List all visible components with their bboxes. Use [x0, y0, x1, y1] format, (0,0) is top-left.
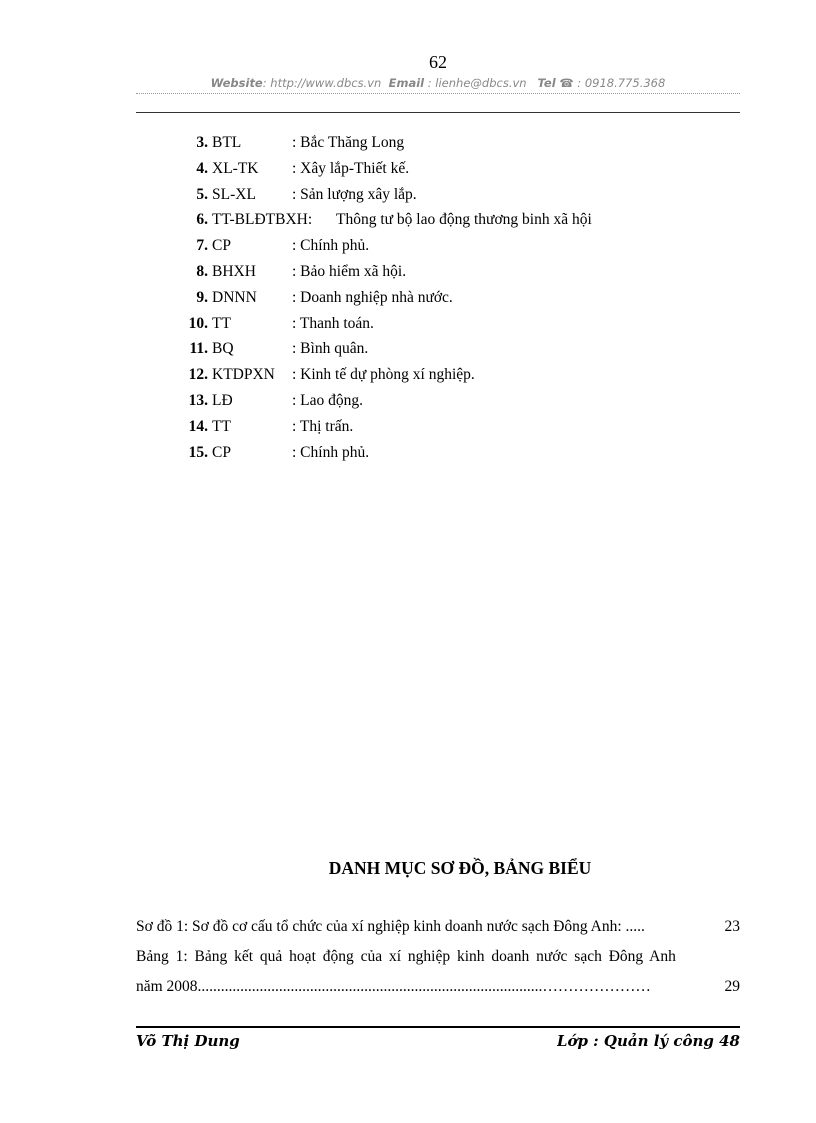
abbreviation-number: 8. [196, 262, 208, 280]
table-of-figures [136, 912, 740, 1002]
toc-entry-page: 29 [724, 978, 740, 995]
abbreviation-term: TT [212, 314, 231, 332]
email-value: : lienhe@dbcs.vn [427, 76, 527, 90]
abbreviation-definition: : Bắc Thăng Long [292, 134, 405, 151]
abbreviation-term: DNNN [212, 288, 257, 306]
header-rule [136, 112, 740, 113]
abbreviation-term: LĐ [212, 391, 233, 409]
abbreviation-definition: : Bình quân. [292, 340, 369, 358]
abbreviation-definition: : Bảo hiểm xã hội. [292, 262, 407, 280]
abbreviation-number: 4. [196, 159, 208, 177]
abbreviation-term: CP [212, 443, 231, 461]
abbreviation-definition: : Chính phủ. [292, 443, 370, 461]
page-header [136, 76, 740, 90]
abbreviation-number: 10. [188, 314, 208, 332]
toc-entry-continued[interactable] [136, 972, 740, 1002]
abbreviation-definition: : Kinh tế dự phòng xí nghiệp. [292, 366, 475, 384]
abbreviation-number: 9. [196, 288, 208, 306]
abbreviation-number: 11. [189, 340, 208, 358]
toc-entry-page: 23 [724, 918, 740, 935]
abbreviation-definition: : Chính phủ. [292, 237, 370, 255]
toc-entry[interactable] [136, 942, 740, 972]
abbreviation-number: 3. [196, 134, 208, 151]
email-label: Email [388, 76, 425, 90]
abbreviation-term: BHXH [212, 262, 256, 280]
toc-entry[interactable] [136, 912, 740, 942]
abbreviation-number: 15. [188, 443, 208, 461]
abbreviation-number: 7. [196, 237, 208, 255]
abbreviation-number: 13. [188, 391, 208, 409]
abbreviation-term: BTL [212, 134, 242, 151]
footer-author: Võ Thị Dung [136, 1032, 240, 1049]
abbreviation-number: 14. [188, 417, 208, 435]
abbreviation-term: KTDPXN [212, 366, 275, 384]
abbreviation-definition: : Lao động. [292, 391, 364, 409]
abbreviation-definition: : Sản lượng xây lắp. [292, 185, 417, 203]
abbreviation-definition: Thông tư bộ lao động thương binh xã hội [336, 211, 592, 229]
website-label: Website [210, 76, 263, 90]
abbreviation-number: 6. [196, 211, 208, 229]
abbreviation-term: TT-BLĐTBXH: [212, 211, 313, 229]
abbreviation-definition: : Xây lắp-Thiết kế. [292, 159, 410, 177]
abbreviation-term: XL-TK [212, 159, 259, 177]
abbreviation-term: BQ [212, 340, 234, 358]
footer-rule [136, 1026, 740, 1028]
section-title: DANH MỤC SƠ ĐỒ, BẢNG BIỂU [328, 858, 592, 878]
abbreviation-term: TT [212, 417, 231, 435]
toc-entry-text: Bảng 1: Bảng kết quả hoạt động của xí nghiệp kinh doanh nước sạch Đông Anh [136, 948, 676, 965]
toc-entry-text: năm 2008.........................................................................................………………… [136, 978, 651, 995]
abbreviation-number: 12. [188, 366, 208, 384]
page-number: 62 [429, 52, 447, 72]
tel-value: ☎ : 0918.775.368 [559, 76, 666, 90]
abbreviation-definition: : Doanh nghiệp nhà nước. [292, 288, 453, 306]
abbreviation-definition: : Thanh toán. [292, 314, 374, 332]
abbreviation-number: 5. [196, 185, 208, 203]
tel-label: Tel [537, 76, 556, 90]
header-divider [136, 93, 740, 94]
toc-entry-text: Sơ đồ 1: Sơ đồ cơ cấu tổ chức của xí nghiệp kinh doanh nước sạch Đông Anh: ..... [136, 918, 645, 935]
website-value: : http://www.dbcs.vn [262, 76, 382, 90]
abbreviation-term: CP [212, 237, 231, 255]
abbreviation-term: SL-XL [212, 185, 256, 203]
abbreviation-definition: : Thị trấn. [292, 417, 354, 435]
footer-class: Lớp : Quản lý công 48 [556, 1032, 740, 1049]
